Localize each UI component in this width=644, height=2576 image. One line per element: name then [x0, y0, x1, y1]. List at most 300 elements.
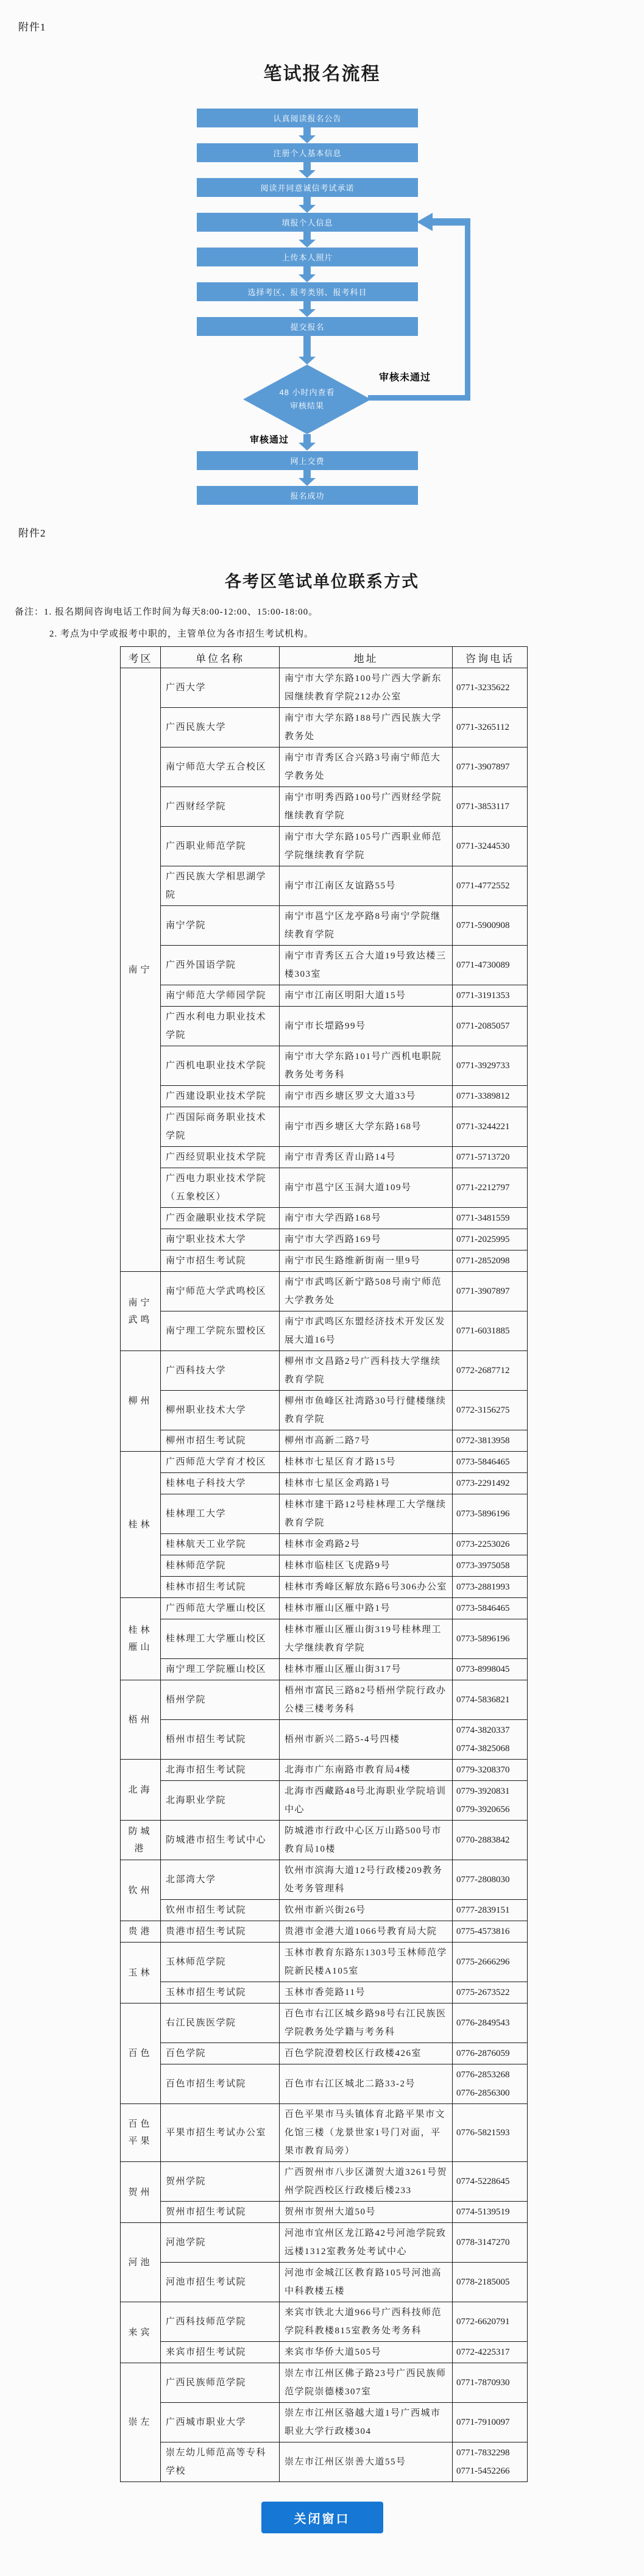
- region-cell: 北海: [121, 1760, 161, 1821]
- phone-number: 0775-2673522: [456, 1988, 510, 1997]
- phone-cell: [453, 1007, 528, 1046]
- unit-name-cell: 广西国际商务职业技术学院: [161, 1107, 280, 1147]
- phone-number: 0777-2839151: [456, 1905, 510, 1915]
- phone-cell: [453, 2043, 528, 2064]
- unit-name-cell: 桂林师范学院: [161, 1555, 280, 1577]
- address-cell: 南宁市武鸣区新宁路508号南宁师范大学教务处: [280, 1272, 453, 1311]
- phone-cell: [453, 1577, 528, 1598]
- phone-number: 0774-3825068: [456, 1744, 510, 1754]
- unit-name-cell: 广西建设职业技术学院: [161, 1086, 280, 1107]
- header-region: 考区: [121, 647, 161, 668]
- address-cell: 南宁市大学东路105号广西职业师范学院继续教育学院: [280, 827, 453, 866]
- address-cell: 来宾市华侨大道505号: [280, 2342, 453, 2363]
- phone-number: 0776-2849543: [456, 2018, 510, 2028]
- phone-number: 0771-7870930: [456, 2378, 510, 2388]
- unit-name-cell: 桂林电子科技大学: [161, 1473, 280, 1494]
- phone-number: 0772-3156275: [456, 1405, 510, 1415]
- table-row: [121, 1272, 528, 1311]
- table-row: [121, 1943, 528, 1982]
- region-cell: 钦州: [121, 1860, 161, 1921]
- region-cell: 贵港: [121, 1921, 161, 1943]
- phone-cell: [453, 1473, 528, 1494]
- table-row: [121, 2363, 528, 2403]
- phone-number: 0779-3920656: [456, 1805, 510, 1814]
- unit-name-cell: 广西科技师范学院: [161, 2302, 280, 2342]
- decision-line2: 审核结果: [289, 401, 324, 410]
- phone-cell: [453, 827, 528, 866]
- phone-number: 0771-4772552: [456, 881, 510, 891]
- flow-step-success: 报名成功: [197, 486, 418, 505]
- region-cell: 南宁武鸣: [121, 1272, 161, 1351]
- table-row: [121, 906, 528, 946]
- phone-cell: [453, 1208, 528, 1229]
- unit-name-cell: 河池市招生考试院: [161, 2263, 280, 2302]
- address-cell: 南宁市民生路维新街南一里9号: [280, 1251, 453, 1272]
- unit-name-cell: 南宁学院: [161, 906, 280, 946]
- address-cell: 梧州市新兴二路5-4号四楼: [280, 1720, 453, 1760]
- phone-cell: [453, 1494, 528, 1534]
- address-cell: 崇左市江州区崇善大道55号: [280, 2442, 453, 2482]
- region-cell: 防城港: [121, 1821, 161, 1860]
- address-cell: 百色市右江区城北二路33-2号: [280, 2064, 453, 2104]
- phone-cell: [453, 1555, 528, 1577]
- unit-name-cell: 梧州市招生考试院: [161, 1720, 280, 1760]
- address-cell: 柳州市鱼峰区社湾路30号行健楼继续教育学院: [280, 1391, 453, 1430]
- unit-name-cell: 桂林市招生考试院: [161, 1577, 280, 1598]
- phone-cell: [453, 1943, 528, 1982]
- region-cell: 梧州: [121, 1680, 161, 1760]
- table-row: [121, 1619, 528, 1659]
- phone-cell: [453, 1680, 528, 1720]
- unit-name-cell: 广西财经学院: [161, 787, 280, 827]
- down-arrow-icon: [299, 336, 316, 365]
- address-cell: 桂林市雁山区雁山街319号桂林理工大学继续教育学院: [280, 1619, 453, 1659]
- phone-number: 0776-2856300: [456, 2088, 510, 2098]
- down-arrow-icon: [299, 470, 316, 486]
- address-cell: 钦州市新兴街26号: [280, 1900, 453, 1921]
- table-row: [121, 2403, 528, 2442]
- phone-cell: [453, 2202, 528, 2223]
- unit-name-cell: 柳州职业技术大学: [161, 1391, 280, 1430]
- address-cell: 百色平果市马头镇体育北路平果市文化馆三楼（龙景世家1号门对面，平果市教育局旁）: [280, 2104, 453, 2162]
- down-arrow-icon: [299, 266, 316, 282]
- phone-number: 0771-3191353: [456, 991, 510, 1001]
- unit-name-cell: 右江民族医学院: [161, 2003, 280, 2043]
- phone-number: 0773-5896196: [456, 1634, 510, 1644]
- unit-name-cell: 广西大学: [161, 668, 280, 708]
- close-window-button[interactable]: 关闭窗口: [261, 2502, 383, 2533]
- phone-cell: [453, 1351, 528, 1391]
- unit-name-cell: 南宁师范大学五合校区: [161, 747, 280, 787]
- phone-number: 0778-3147270: [456, 2238, 510, 2247]
- note-line-1: 备注：1. 报名期间咨询电话工作时间为每天8:00-12:00、15:00-18:00。: [15, 607, 319, 617]
- table-row: [121, 2202, 528, 2223]
- phone-cell: [453, 1821, 528, 1860]
- phone-number: 0771-3244530: [456, 841, 510, 851]
- phone-number: 0771-3907897: [456, 1286, 510, 1296]
- unit-name-cell: 广西民族大学: [161, 708, 280, 747]
- unit-name-cell: 南宁职业技术大学: [161, 1229, 280, 1251]
- unit-name-cell: 桂林理工大学: [161, 1494, 280, 1534]
- address-cell: 桂林市七星区育才路15号: [280, 1452, 453, 1473]
- decision-text: [243, 365, 371, 434]
- unit-name-cell: 广西职业师范学院: [161, 827, 280, 866]
- unit-name-cell: 南宁师范大学师园学院: [161, 985, 280, 1007]
- down-arrow-icon: [299, 434, 316, 451]
- unit-name-cell: 贺州学院: [161, 2162, 280, 2202]
- unit-name-cell: 南宁理工学院东盟校区: [161, 1311, 280, 1351]
- table-row: [121, 708, 528, 747]
- phone-number: 0772-3813958: [456, 1436, 510, 1446]
- phone-number: 0771-5900908: [456, 921, 510, 930]
- address-cell: 桂林市七星区金鸡路1号: [280, 1473, 453, 1494]
- address-cell: 南宁市邕宁区龙亭路8号南宁学院继续教育学院: [280, 906, 453, 946]
- phone-cell: [453, 906, 528, 946]
- phone-cell: [453, 668, 528, 708]
- unit-name-cell: 百色市招生考试院: [161, 2064, 280, 2104]
- contact-section-title: 各考区笔试单位联系方式: [225, 573, 419, 591]
- phone-cell: [453, 1534, 528, 1555]
- address-cell: 河池市金城江区教育路105号河池高中科教楼五楼: [280, 2263, 453, 2302]
- phone-number: 0774-3820337: [456, 1725, 510, 1735]
- loop-line-horizontal: [368, 395, 470, 401]
- phone-cell: [453, 2302, 528, 2342]
- region-cell: 百色平果: [121, 2104, 161, 2162]
- table-row: [121, 2223, 528, 2263]
- phone-cell: [453, 1720, 528, 1760]
- unit-name-cell: 广西外国语学院: [161, 946, 280, 985]
- table-row: [121, 1494, 528, 1534]
- unit-name-cell: 崇左幼儿师范高等专科学校: [161, 2442, 280, 2482]
- unit-name-cell: 广西师范大学育才校区: [161, 1452, 280, 1473]
- unit-name-cell: 百色学院: [161, 2043, 280, 2064]
- phone-cell: [453, 2003, 528, 2043]
- unit-name-cell: 广西城市职业大学: [161, 2403, 280, 2442]
- phone-cell: [453, 2363, 528, 2403]
- phone-number: 0771-5452266: [456, 2466, 510, 2476]
- address-cell: 桂林市雁山区雁中路1号: [280, 1598, 453, 1619]
- address-cell: 南宁市大学西路169号: [280, 1229, 453, 1251]
- unit-name-cell: 北海职业学院: [161, 1781, 280, 1821]
- phone-cell: [453, 1659, 528, 1680]
- decision-diamond: [243, 365, 371, 434]
- unit-name-cell: 玉林师范学院: [161, 1943, 280, 1982]
- phone-number: 0774-5228645: [456, 2177, 510, 2186]
- phone-number: 0773-2253026: [456, 1540, 510, 1549]
- flow-step-fill-info: 填报个人信息: [197, 213, 418, 232]
- region-cell: 南宁: [121, 668, 161, 1272]
- unit-name-cell: 河池学院: [161, 2223, 280, 2263]
- phone-number: 0773-5846465: [456, 1457, 510, 1467]
- phone-cell: [453, 1781, 528, 1821]
- table-row: [121, 946, 528, 985]
- phone-number: 0771-3853117: [456, 802, 509, 812]
- phone-cell: [453, 1982, 528, 2003]
- unit-name-cell: 贺州市招生考试院: [161, 2202, 280, 2223]
- phone-number: 0771-3389812: [456, 1091, 510, 1101]
- address-cell: 崇左市江州区骆越大道1号广西城市职业大学行政楼304: [280, 2403, 453, 2442]
- phone-number: 0779-3920831: [456, 1786, 510, 1796]
- address-cell: 河池市宜州区龙江路42号河池学院致远楼1312室教务处考试中心: [280, 2223, 453, 2263]
- phone-number: 0771-2852098: [456, 1256, 510, 1266]
- phone-cell: [453, 1311, 528, 1351]
- table-row: [121, 1452, 528, 1473]
- unit-name-cell: 梧州学院: [161, 1680, 280, 1720]
- phone-number: 0772-6620791: [456, 2317, 510, 2327]
- address-cell: 桂林市秀峰区解放东路6号306办公室: [280, 1577, 453, 1598]
- address-cell: 南宁市大学东路101号广西机电职院教务处考务科: [280, 1046, 453, 1086]
- phone-cell: [453, 2104, 528, 2162]
- table-row: [121, 1659, 528, 1680]
- table-row: [121, 1473, 528, 1494]
- phone-cell: [453, 1046, 528, 1086]
- phone-number: 0772-4225317: [456, 2347, 510, 2357]
- phone-cell: [453, 1900, 528, 1921]
- phone-cell: [453, 2223, 528, 2263]
- address-cell: 北海市西藏路48号北海职业学院培训中心: [280, 1781, 453, 1821]
- table-header-row: [121, 647, 528, 668]
- address-cell: 南宁市青秀区五合大道19号致达楼三楼303室: [280, 946, 453, 985]
- address-cell: 南宁市江南区友谊路55号: [280, 866, 453, 906]
- region-cell: 桂林: [121, 1452, 161, 1598]
- phone-number: 0771-5713720: [456, 1152, 510, 1162]
- table-row: [121, 2263, 528, 2302]
- table-row: [121, 1534, 528, 1555]
- left-arrow-icon: [417, 213, 433, 231]
- phone-number: 0774-5139519: [456, 2207, 510, 2217]
- decision-line1: 48 小时内查看: [279, 388, 335, 397]
- address-cell: 南宁市青秀区青山路14号: [280, 1147, 453, 1168]
- unit-name-cell: 钦州市招生考试院: [161, 1900, 280, 1921]
- phone-number: 0771-3235622: [456, 683, 510, 693]
- phone-number: 0776-2853268: [456, 2070, 510, 2080]
- unit-name-cell: 防城港市招生考试中心: [161, 1821, 280, 1860]
- table-row: [121, 1821, 528, 1860]
- address-cell: 桂林市临桂区飞虎路9号: [280, 1555, 453, 1577]
- phone-cell: [453, 1251, 528, 1272]
- phone-cell: [453, 1619, 528, 1659]
- flow-step-choose-area: 选择考区、报考类别、报考科目: [197, 282, 418, 301]
- phone-cell: [453, 1086, 528, 1107]
- phone-number: 0771-3244221: [456, 1122, 510, 1132]
- unit-name-cell: 玉林市招生考试院: [161, 1982, 280, 2003]
- phone-number: 0773-2291492: [456, 1479, 510, 1488]
- phone-number: 0773-8998045: [456, 1664, 510, 1674]
- unit-name-cell: 贵港市招生考试院: [161, 1921, 280, 1943]
- review-failed-label: 审核未通过: [379, 373, 431, 383]
- table-row: [121, 1860, 528, 1900]
- down-arrow-icon: [299, 127, 316, 143]
- address-cell: 来宾市铁北大道966号广西科技师范学院科教楼815室教务处考务科: [280, 2302, 453, 2342]
- phone-cell: [453, 1168, 528, 1208]
- region-cell: 玉林: [121, 1943, 161, 2003]
- table-row: [121, 1781, 528, 1821]
- address-cell: 桂林市雁山区雁山街317号: [280, 1659, 453, 1680]
- address-cell: 广西贺州市八步区潇贺大道3261号贺州学院西校区行政楼后楼233: [280, 2162, 453, 2202]
- phone-number: 0771-7910097: [456, 2417, 510, 2427]
- table-row: [121, 1208, 528, 1229]
- unit-name-cell: 南宁市招生考试院: [161, 1251, 280, 1272]
- region-cell: 河池: [121, 2223, 161, 2302]
- attachment2-label: 附件2: [18, 527, 46, 539]
- phone-number: 0778-2185005: [456, 2277, 510, 2287]
- table-row: [121, 985, 528, 1007]
- flow-step-read-notice: 认真阅读报名公告: [197, 109, 418, 127]
- address-cell: 南宁市西乡塘区罗文大道33号: [280, 1086, 453, 1107]
- unit-name-cell: 广西机电职业技术学院: [161, 1046, 280, 1086]
- table-row: [121, 1982, 528, 2003]
- phone-cell: [453, 747, 528, 787]
- phone-cell: [453, 1760, 528, 1781]
- down-arrow-icon: [299, 232, 316, 248]
- address-cell: 防城港市行政中心区万山路500号市教育局10楼: [280, 1821, 453, 1860]
- table-row: [121, 1311, 528, 1351]
- unit-name-cell: 北部湾大学: [161, 1860, 280, 1900]
- table-row: [121, 1598, 528, 1619]
- flowchart-title: 笔试报名流程: [263, 64, 381, 84]
- phone-number: 0773-2881993: [456, 1582, 510, 1592]
- unit-name-cell: 桂林理工大学雁山校区: [161, 1619, 280, 1659]
- loop-line-vertical: [465, 218, 470, 398]
- region-cell: 崇左: [121, 2363, 161, 2482]
- region-cell: 贺州: [121, 2162, 161, 2223]
- flow-step-upload-photo: 上传本人照片: [197, 248, 418, 266]
- phone-number: 0771-2025995: [456, 1235, 510, 1244]
- address-cell: 南宁市武鸣区东盟经济技术开发区发展大道16号: [280, 1311, 453, 1351]
- flow-step-agree-promise: 阅读并同意诚信考试承诺: [197, 178, 418, 197]
- address-cell: 南宁市西乡塘区大学东路168号: [280, 1107, 453, 1147]
- table-row: [121, 2003, 528, 2043]
- phone-cell: [453, 1452, 528, 1473]
- table-row: [121, 2064, 528, 2104]
- table-row: [121, 1555, 528, 1577]
- table-row: [121, 1430, 528, 1452]
- attachment1-label: 附件1: [18, 21, 46, 33]
- phone-cell: [453, 2064, 528, 2104]
- header-phone: 咨询电话: [453, 647, 528, 668]
- phone-cell: [453, 2342, 528, 2363]
- phone-number: 0772-2687712: [456, 1366, 510, 1375]
- table-row: [121, 668, 528, 708]
- address-cell: 南宁市明秀西路100号广西财经学院继续教育学院: [280, 787, 453, 827]
- phone-number: 0771-3481559: [456, 1213, 510, 1223]
- table-row: [121, 1720, 528, 1760]
- unit-name-cell: 桂林航天工业学院: [161, 1534, 280, 1555]
- table-row: [121, 1760, 528, 1781]
- phone-cell: [453, 1921, 528, 1943]
- address-cell: 南宁市大学东路188号广西民族大学教务处: [280, 708, 453, 747]
- phone-number: 0771-4730089: [456, 960, 510, 970]
- phone-number: 0771-3929733: [456, 1061, 510, 1071]
- phone-cell: [453, 2162, 528, 2202]
- address-cell: 南宁市长堽路99号: [280, 1007, 453, 1046]
- address-cell: 贵港市金港大道1066号教育局大院: [280, 1921, 453, 1943]
- review-passed-label: 审核通过: [250, 435, 289, 445]
- phone-number: 0771-3265112: [456, 722, 509, 732]
- phone-cell: [453, 1860, 528, 1900]
- table-row: [121, 827, 528, 866]
- phone-cell: [453, 2263, 528, 2302]
- table-row: [121, 1147, 528, 1168]
- region-cell: 柳州: [121, 1351, 161, 1452]
- down-arrow-icon: [299, 301, 316, 317]
- phone-number: 0771-2085057: [456, 1021, 510, 1031]
- phone-cell: [453, 1391, 528, 1430]
- contact-table: [120, 646, 528, 2482]
- phone-number: 0771-6031885: [456, 1326, 510, 1336]
- phone-number: 0776-2876059: [456, 2049, 510, 2058]
- phone-cell: [453, 1598, 528, 1619]
- phone-cell: [453, 985, 528, 1007]
- table-row: [121, 1900, 528, 1921]
- phone-number: 0773-5846465: [456, 1604, 510, 1613]
- address-cell: 北海市广东南路市教育局4楼: [280, 1760, 453, 1781]
- address-cell: 南宁市大学西路168号: [280, 1208, 453, 1229]
- header-unit: 单位名称: [161, 647, 280, 668]
- table-row: [121, 2302, 528, 2342]
- phone-cell: [453, 1107, 528, 1147]
- unit-name-cell: 广西水利电力职业技术学院: [161, 1007, 280, 1046]
- address-cell: 贺州市贺州大道50号: [280, 2202, 453, 2223]
- unit-name-cell: 南宁理工学院雁山校区: [161, 1659, 280, 1680]
- address-cell: 玉林市香莞路11号: [280, 1982, 453, 2003]
- region-cell: 来宾: [121, 2302, 161, 2363]
- unit-name-cell: 柳州市招生考试院: [161, 1430, 280, 1452]
- phone-cell: [453, 708, 528, 747]
- table-row: [121, 2104, 528, 2162]
- address-cell: 南宁市青秀区合兴路3号南宁师范大学教务处: [280, 747, 453, 787]
- region-cell: 百色: [121, 2003, 161, 2104]
- phone-number: 0775-2666296: [456, 1957, 510, 1967]
- unit-name-cell: 广西金融职业技术学院: [161, 1208, 280, 1229]
- phone-cell: [453, 787, 528, 827]
- unit-name-cell: 广西师范大学雁山校区: [161, 1598, 280, 1619]
- table-row: [121, 1086, 528, 1107]
- unit-name-cell: 北海市招生考试院: [161, 1760, 280, 1781]
- table-row: [121, 2342, 528, 2363]
- unit-name-cell: 广西民族大学相思湖学院: [161, 866, 280, 906]
- header-address: 地址: [280, 647, 453, 668]
- phone-number: 0774-5836821: [456, 1695, 510, 1705]
- phone-cell: [453, 2403, 528, 2442]
- table-row: [121, 1391, 528, 1430]
- address-cell: 梧州市富民三路82号梧州学院行政办公楼三楼考务科: [280, 1680, 453, 1720]
- address-cell: 柳州市文昌路2号广西科技大学继续教育学院: [280, 1351, 453, 1391]
- phone-number: 0779-3208370: [456, 1765, 510, 1775]
- address-cell: 柳州市高新二路7号: [280, 1430, 453, 1452]
- phone-cell: [453, 1272, 528, 1311]
- table-row: [121, 2162, 528, 2202]
- table-row: [121, 1251, 528, 1272]
- table-row: [121, 1229, 528, 1251]
- address-cell: 百色学院澄碧校区行政楼426室: [280, 2043, 453, 2064]
- address-cell: 南宁市大学东路100号广西大学新东园继续教育学院212办公室: [280, 668, 453, 708]
- unit-name-cell: 南宁师范大学武鸣校区: [161, 1272, 280, 1311]
- unit-name-cell: 广西经贸职业技术学院: [161, 1147, 280, 1168]
- phone-cell: [453, 1229, 528, 1251]
- address-cell: 南宁市江南区明阳大道15号: [280, 985, 453, 1007]
- unit-name-cell: 来宾市招生考试院: [161, 2342, 280, 2363]
- phone-number: 0777-2808030: [456, 1875, 510, 1885]
- table-row: [121, 1577, 528, 1598]
- phone-number: 0771-3907897: [456, 762, 510, 772]
- phone-cell: [453, 2442, 528, 2482]
- table-row: [121, 2442, 528, 2482]
- phone-number: 0771-2212797: [456, 1183, 510, 1193]
- table-row: [121, 1007, 528, 1046]
- unit-name-cell: 广西民族师范学院: [161, 2363, 280, 2403]
- phone-cell: [453, 946, 528, 985]
